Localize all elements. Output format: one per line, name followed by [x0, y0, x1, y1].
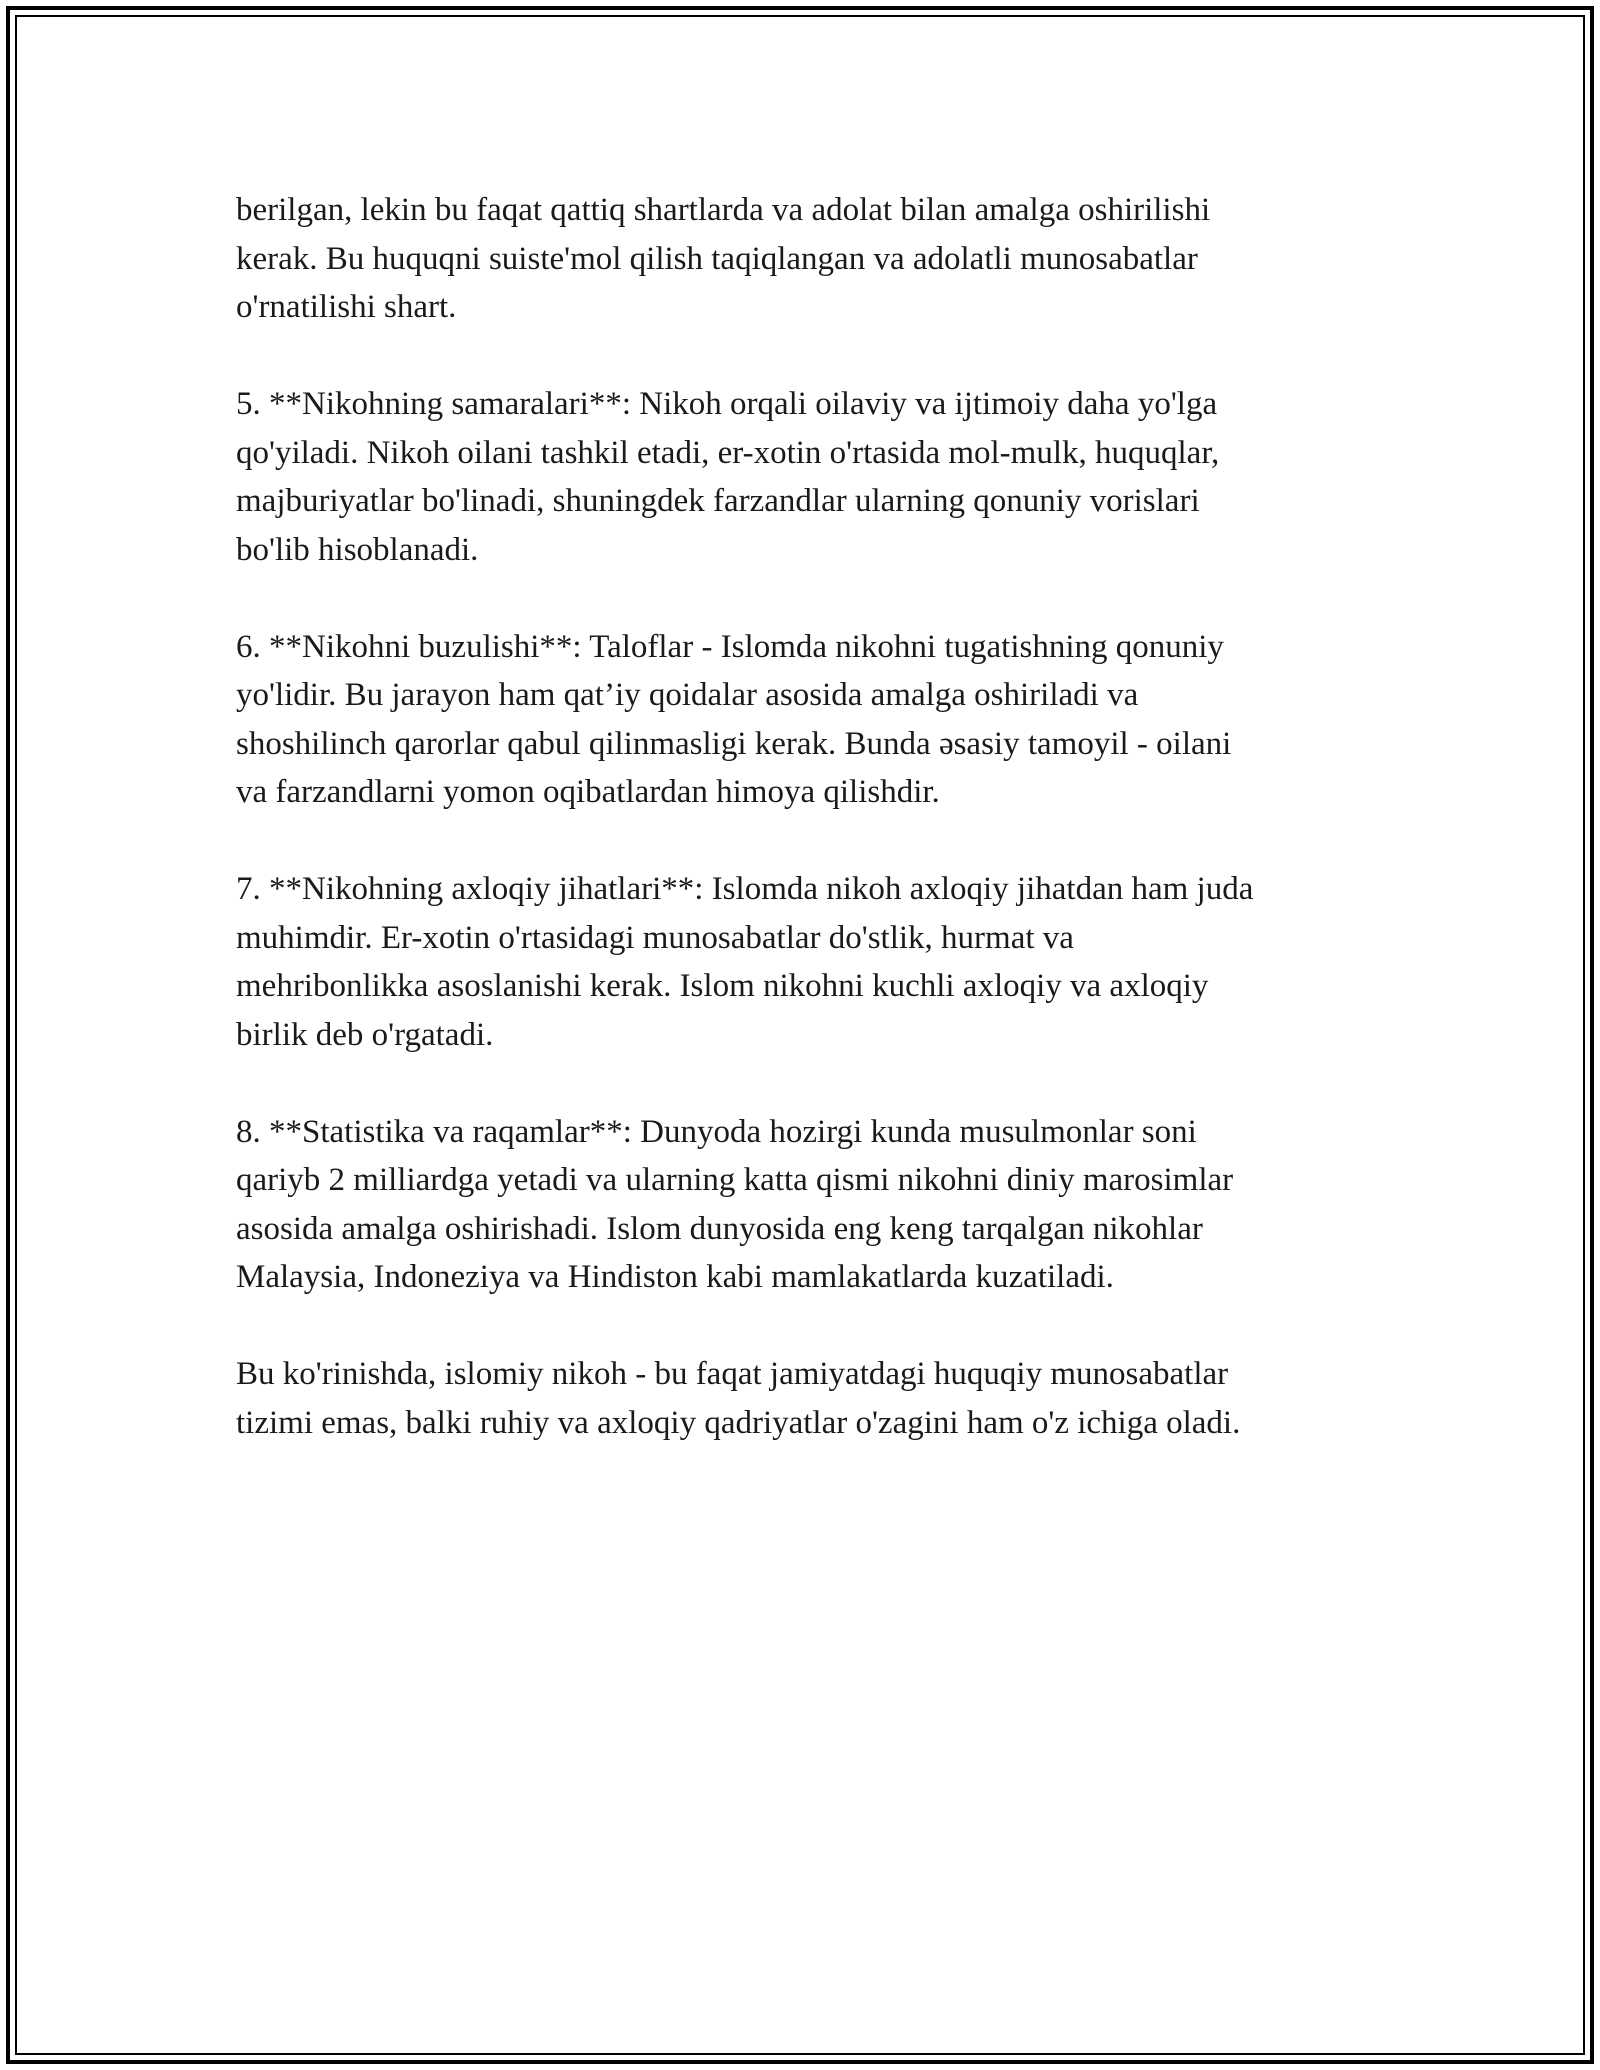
text-line: va farzandlarni yomon oqibatlardan himoya qilishdir.	[236, 774, 940, 810]
text-line: 7. **Nikohning axloqiy jihatlari**: Islomda nikoh axloqiy jihatdan ham juda	[236, 871, 1254, 907]
paragraph-continuation	[236, 186, 1386, 332]
text-line: Malaysia, Indoneziya va Hindiston kabi mamlakatlarda kuzatiladi.	[236, 1259, 1114, 1295]
paragraph-item-5	[236, 380, 1386, 574]
text-line: asosida amalga oshirishadi. Islom dunyosida eng keng tarqalgan nikohlar	[236, 1210, 1203, 1247]
text-line: muhimdir. Er-xotin o'rtasidagi munosabatlar do'stlik, hurmat va	[236, 919, 1074, 956]
text-line: bo'lib hisoblanadi.	[236, 531, 479, 568]
paragraph-item-8	[236, 1108, 1386, 1302]
paragraph-item-7	[236, 865, 1386, 1059]
text-line: o'rnatilishi shart.	[236, 289, 457, 325]
text-line: qariyb 2 milliardga yetadi va ularning katta qismi nikohni diniy marosimlar	[236, 1162, 1234, 1198]
text-line: 8. **Statistika va raqamlar**: Dunyoda hozirgi kunda musulmonlar soni	[236, 1113, 1197, 1150]
paragraph-conclusion	[236, 1350, 1386, 1447]
paragraph-item-6	[236, 623, 1386, 817]
text-line: majburiyatlar bo'linadi, shuningdek farzandlar ularning qonuniy vorislari	[236, 483, 1200, 519]
text-line: qo'yiladi. Nikoh oilani tashkil etadi, er-xotin o'rtasida mol-mulk, huquqlar,	[236, 434, 1220, 471]
text-line: kerak. Bu huquqni suiste'mol qilish taqiqlangan va adolatli munosabatlar	[236, 240, 1198, 277]
text-line: birlik deb o'rgatadi.	[236, 1016, 494, 1053]
text-line: berilgan, lekin bu faqat qattiq shartlarda va adolat bilan amalga oshirilishi	[236, 192, 1211, 228]
text-line: shoshilinch qarorlar qabul qilinmasligi kerak. Bunda əsasiy tamoyil - oilani	[236, 725, 1232, 762]
text-line: mehribonlikka asoslanishi kerak. Islom nikohni kuchli axloqiy va axloqiy	[236, 968, 1209, 1004]
document-body	[236, 186, 1386, 1496]
text-line: Bu ko'rinishda, islomiy nikoh - bu faqat jamiyatdagi huquqiy munosabatlar	[236, 1356, 1229, 1392]
text-line: yo'lidir. Bu jarayon ham qat’iy qoidalar asosida amalga oshiriladi va	[236, 677, 1139, 713]
text-line: tizimi emas, balki ruhiy va axloqiy qadriyatlar o'zagini ham o'z ichiga oladi.	[236, 1404, 1241, 1441]
text-line: 6. **Nikohni buzulishi**: Taloflar - Islomda nikohni tugatishning qonuniy	[236, 628, 1224, 665]
text-line: 5. **Nikohning samaralari**: Nikoh orqali oilaviy va ijtimoiy daha yo'lga	[236, 386, 1218, 422]
